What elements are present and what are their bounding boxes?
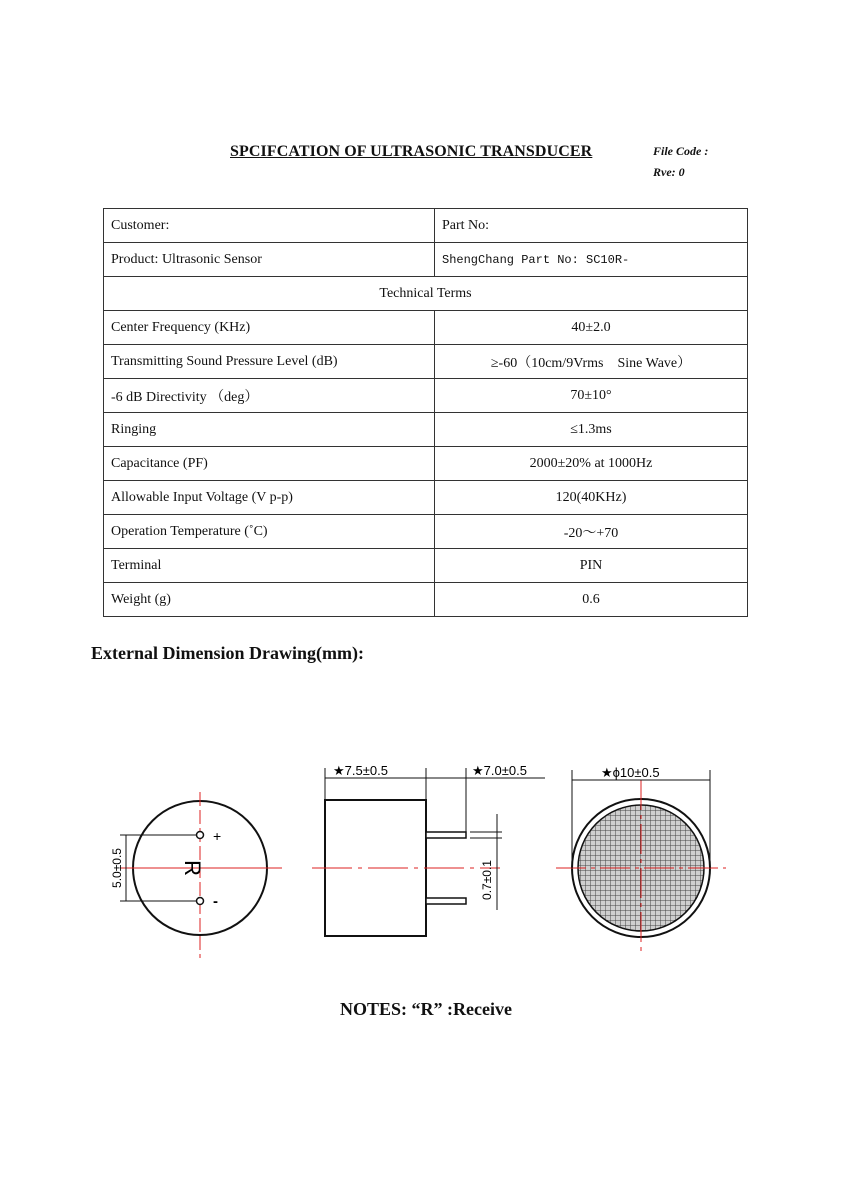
spec-label: Weight (g) — [104, 583, 435, 617]
spec-value: PIN — [435, 549, 748, 583]
customer-cell: Customer: — [104, 209, 435, 243]
dimension-drawing — [0, 740, 851, 980]
document-title: SPCIFCATION OF ULTRASONIC TRANSDUCER — [230, 143, 593, 160]
table-row — [104, 277, 748, 311]
dim-pin-spacing-label: 5.0±0.5 — [110, 848, 124, 888]
notes-text: NOTES: “R” :Receive — [340, 999, 512, 1019]
product-cell: Product: Ultrasonic Sensor — [104, 243, 435, 277]
front-pin-negative — [197, 898, 204, 905]
front-view — [110, 792, 282, 958]
spec-label: Transmitting Sound Pressure Level (dB) — [104, 345, 435, 379]
technical-terms-header: Technical Terms — [104, 277, 748, 311]
table-row — [104, 209, 748, 243]
dim-body-height-label: ★7.5±0.5 — [333, 763, 388, 778]
spec-value: 0.6 — [435, 583, 748, 617]
dim-pin-length-label: ★7.0±0.5 — [472, 763, 527, 778]
table-row — [104, 243, 748, 277]
file-code-label: File Code : — [653, 144, 709, 158]
top-view — [556, 765, 726, 955]
spec-label: -6 dB Directivity （deg） — [104, 379, 435, 413]
spec-value: 40±2.0 — [435, 311, 748, 345]
table-row — [104, 413, 748, 447]
dim-pin-diameter-label: 0.7±0.1 — [480, 860, 494, 900]
side-view — [312, 763, 545, 936]
front-pin-positive — [197, 832, 204, 839]
spec-value: 70±10° — [435, 379, 748, 413]
spec-label: Ringing — [104, 413, 435, 447]
dim-diameter-label: ★ϕ10±0.5 — [601, 765, 660, 780]
spec-value: ≥-60（10cm/9Vrms Sine Wave） — [435, 345, 748, 379]
part-no-cell: Part No: — [435, 209, 748, 243]
spec-value: 120(40KHz) — [435, 481, 748, 515]
table-row — [104, 481, 748, 515]
spec-label: Terminal — [104, 549, 435, 583]
table-row — [104, 515, 748, 549]
revision-label: Rve: 0 — [653, 165, 685, 179]
table-row — [104, 447, 748, 481]
minus-label: - — [213, 893, 218, 910]
spec-label: Allowable Input Voltage (V p-p) — [104, 481, 435, 515]
table-row — [104, 345, 748, 379]
shengchang-part-cell: ShengChang Part No: SC10R- — [435, 243, 748, 277]
table-row — [104, 311, 748, 345]
spec-table — [103, 208, 748, 617]
side-pin-bottom — [426, 898, 466, 904]
spec-value: 2000±20% at 1000Hz — [435, 447, 748, 481]
plus-label: + — [213, 828, 222, 844]
table-row — [104, 549, 748, 583]
table-row — [104, 379, 748, 413]
spec-value: -20～+70 — [435, 515, 748, 549]
spec-label: Capacitance (PF) — [104, 447, 435, 481]
spec-label: Operation Temperature (˚C) — [104, 515, 435, 549]
spec-value: ≤1.3ms — [435, 413, 748, 447]
table-row — [104, 583, 748, 617]
spec-label: Center Frequency (KHz) — [104, 311, 435, 345]
dimension-drawing-heading: External Dimension Drawing(mm): — [91, 643, 364, 663]
side-pin-top — [426, 832, 466, 838]
receive-marking: R — [180, 860, 205, 876]
